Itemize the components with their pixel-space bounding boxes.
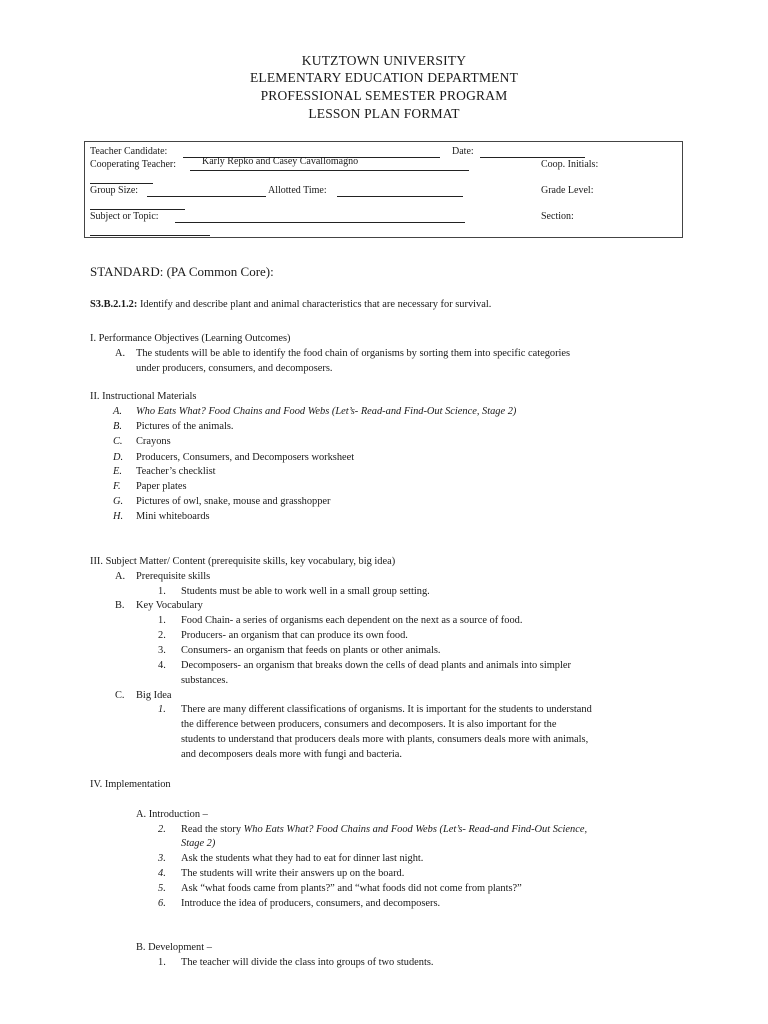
cooperating-teacher-field[interactable] [190,170,469,171]
intro-step: Introduce the idea of producers, consumers, and decomposers. [181,898,441,909]
material-marker: A. [113,406,122,417]
standard-heading: STANDARD: (PA Common Core): [90,264,274,279]
development-step: The teacher will divide the class into groups of two students. [181,957,434,968]
subject-topic-field[interactable] [175,222,465,223]
big-idea-label: Big Idea [136,690,172,701]
vocab-item: Food Chain- a series of organisms each dependent on the next as a source of food. [181,615,523,626]
big-idea-line: the difference between producers, consumers and decomposers. It is also important for the [181,719,557,730]
intro-book-title-continued: Stage 2) [181,838,216,849]
vocab-marker: 4. [158,660,166,671]
objective-a-line1: The students will be able to identify the food chain of organisms by sorting them into specific categories [136,348,571,359]
intro-step: Ask “what foods came from plants?” and “what foods did not come from plants?” [181,883,522,894]
vocab-marker: 2. [158,630,166,641]
intro-step-marker: 2. [158,824,166,835]
vocabulary-marker: B. [115,600,125,611]
objectives-heading: I. Performance Objectives (Learning Outcomes) [90,333,291,344]
prerequisite-label: Prerequisite skills [136,571,211,582]
teacher-candidate-field[interactable] [183,156,440,167]
material-marker: H. [113,511,124,522]
standard-code: S3.B.2.1.2: [90,299,138,310]
material-item: Pictures of owl, snake, mouse and grasshopper [136,496,331,507]
group-size-field[interactable] [147,196,266,197]
grade-level-field[interactable] [90,209,185,210]
development-heading: B. Development – [136,942,212,953]
date-label: Date: [452,146,474,157]
intro-step-text: Read the story [181,824,244,835]
coop-initials-label: Coop. Initials: [541,159,599,170]
standard-text: Identify and describe plant and animal characteristics that are necessary for survival. [137,299,492,310]
prerequisite-1-text: Students must be able to work well in a small group setting. [181,586,430,597]
intro-step-marker: 5. [158,883,166,894]
material-item: Pictures of the animals. [136,421,234,432]
material-item-book: Who Eats What? Food Chains and Food Webs (Let’s- Read-and Find-Out Science, Stage 2) [136,406,517,417]
prerequisite-marker: A. [115,571,126,582]
vocabulary-label: Key Vocabulary [136,600,203,611]
material-marker: F. [113,481,121,492]
vocab-item: Producers- an organism that can produce its own food. [181,630,408,641]
introduction-heading: A. Introduction – [136,809,208,820]
coop-initials-field[interactable] [90,183,153,184]
big-idea-line: There are many different classifications of organisms. It is important for the students to understand [181,704,592,715]
group-size-label: Group Size: [90,185,139,196]
program-title: PROFESSIONAL SEMESTER PROGRAM [260,88,508,103]
material-marker: B. [113,421,122,432]
vocab-marker: 1. [158,615,166,626]
material-item: Mini whiteboards [136,511,210,522]
material-item: Teacher’s checklist [136,466,216,477]
big-idea-1-marker: 1. [158,704,166,715]
big-idea-line: and decomposers deals more with fungi and bacteria. [181,749,403,760]
teacher-candidate-label: Teacher Candidate: [90,146,168,157]
intro-step: Ask the students what they had to eat for dinner last night. [181,853,424,864]
intro-step-marker: 3. [158,853,166,864]
intro-step-read-story [181,823,587,836]
intro-book-title: Who Eats What? Food Chains and Food Webs (Let’s- Read-and Find-Out Science, [243,824,588,835]
material-item: Paper plates [136,481,187,492]
prerequisite-1-marker: 1. [158,586,166,597]
vocab-item-continued: substances. [181,675,229,686]
cooperating-teacher-label: Cooperating Teacher: [90,159,177,170]
intro-step-marker: 6. [158,898,166,909]
section-label: Section: [541,211,574,222]
section-field[interactable] [90,235,210,236]
vocab-item: Consumers- an organism that feeds on plants or other animals. [181,645,441,656]
material-marker: G. [113,496,124,507]
materials-heading: II. Instructional Materials [90,391,197,402]
intro-step-marker: 4. [158,868,166,879]
objective-a-line2: under producers, consumers, and decomposers. [136,363,333,374]
lesson-info-box [84,141,683,238]
objective-a-marker: A. [115,348,126,359]
standard-statement [90,298,491,311]
department-title: ELEMENTARY EDUCATION DEPARTMENT [249,70,519,85]
material-marker: E. [113,466,122,477]
teacher-candidate-value: Karly Repko and Casey Cavallomagno [202,156,359,167]
allotted-time-label: Allotted Time: [268,185,327,196]
vocab-item: Decomposers- an organism that breaks down the cells of dead plants and animals into simpler [181,660,571,671]
grade-level-label: Grade Level: [541,185,594,196]
vocab-marker: 3. [158,645,166,656]
implementation-heading: IV. Implementation [90,779,171,790]
format-title: LESSON PLAN FORMAT [308,106,460,121]
university-title: KUTZTOWN UNIVERSITY [301,53,467,68]
subject-matter-heading: III. Subject Matter/ Content (prerequisite skills, key vocabulary, big idea) [90,556,396,567]
big-idea-marker: C. [115,690,125,701]
development-step-marker: 1. [158,957,166,968]
date-field[interactable] [480,157,585,158]
allotted-time-field[interactable] [337,196,463,197]
material-marker: C. [113,436,123,447]
big-idea-line: students to understand that producers deals more with plants, consumers deals more with animals, [181,734,589,745]
material-marker: D. [113,452,124,463]
intro-step: The students will write their answers up on the board. [181,868,405,879]
material-item: Producers, Consumers, and Decomposers worksheet [136,452,355,463]
material-item: Crayons [136,436,171,447]
subject-topic-label: Subject or Topic: [90,211,159,222]
